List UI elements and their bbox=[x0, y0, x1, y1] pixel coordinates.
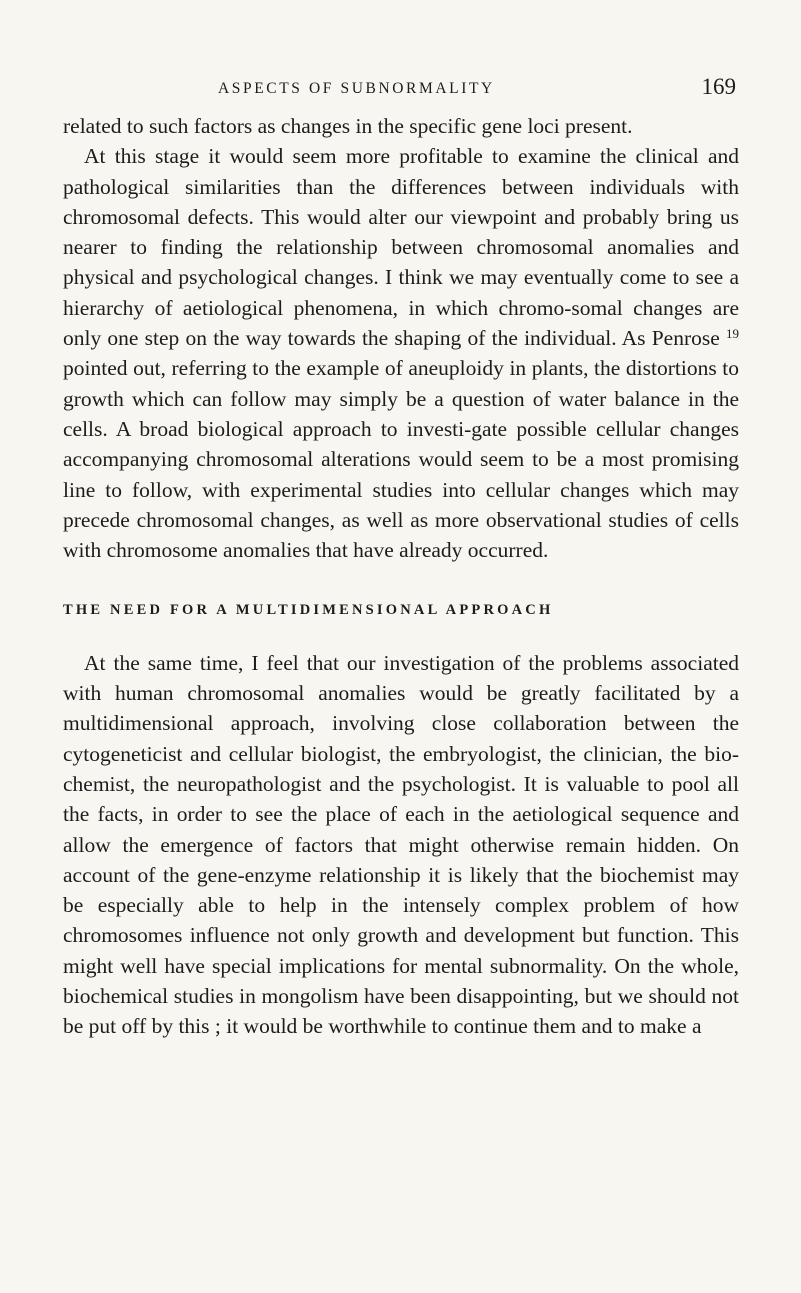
body-text bbox=[63, 111, 739, 1042]
paragraph-profitable-examination bbox=[63, 141, 739, 565]
running-title: ASPECTS OF SUBNORMALITY bbox=[218, 80, 495, 97]
paragraph-multidimensional-approach bbox=[63, 648, 739, 1042]
book-page bbox=[63, 0, 739, 1293]
section-heading: THE NEED FOR A MULTIDIMENSIONAL APPROACH bbox=[63, 602, 554, 619]
paragraph-text-continued: pointed out, referring to the example of aneuploidy in plants, the distortions to growth which can follow may simply be a question of water balance in the cells. A broad biological approach to investi-gate possible cellular changes accompanying chromosomal alterations would seem to be a most promising line to follow, with experimental studies into cellular changes which may precede chromosomal changes, as well as more observational studies of cells with chromosome anomalies that have already occurred. bbox=[63, 356, 739, 563]
running-head bbox=[63, 74, 739, 104]
page-number: 169 bbox=[701, 74, 736, 99]
paragraph-text: related to such factors as changes in the specific gene loci present. bbox=[63, 114, 633, 138]
paragraph-text: At the same time, I feel that our investigation of the problems associated with human chromosomal anomalies would be greatly facilitated by a multidimensional approach, involving close collaboration between the cytogeneticist and cellular biologist, the embryologist, the clinician, the bio-chemist, the neuropathologist and the psychologist. It is valuable to pool all the facts, in order to see the place of each in the aetiological sequence and allow the emergence of factors that might otherwise remain hidden. On account of the gene-enzyme relationship it is likely that the biochemist may be especially able to help in the intensely complex problem of how chromosomes influence not only growth and development but function. This might well have special implications for mental subnormality. On the whole, biochemical studies in mongolism have been disappointing, but we should not be put off by this ; it would be worthwhile to continue them and to make a bbox=[63, 650, 739, 1039]
reference-superscript: 19 bbox=[726, 326, 739, 342]
paragraph-text: At this stage it would seem more profitable to examine the clinical and pathological similarities than the differences between individuals with chromosomal defects. This would alter our viewpoint and probably bring us nearer to finding the relationship between chromosomal anomalies and physical and psychological changes. I think we may eventually come to see a hierarchy of aetiological phenomena, in which chromo-somal changes are only one step on the way towards the shaping of the individual. As Penrose bbox=[63, 144, 739, 351]
paragraph-continued bbox=[63, 111, 739, 141]
